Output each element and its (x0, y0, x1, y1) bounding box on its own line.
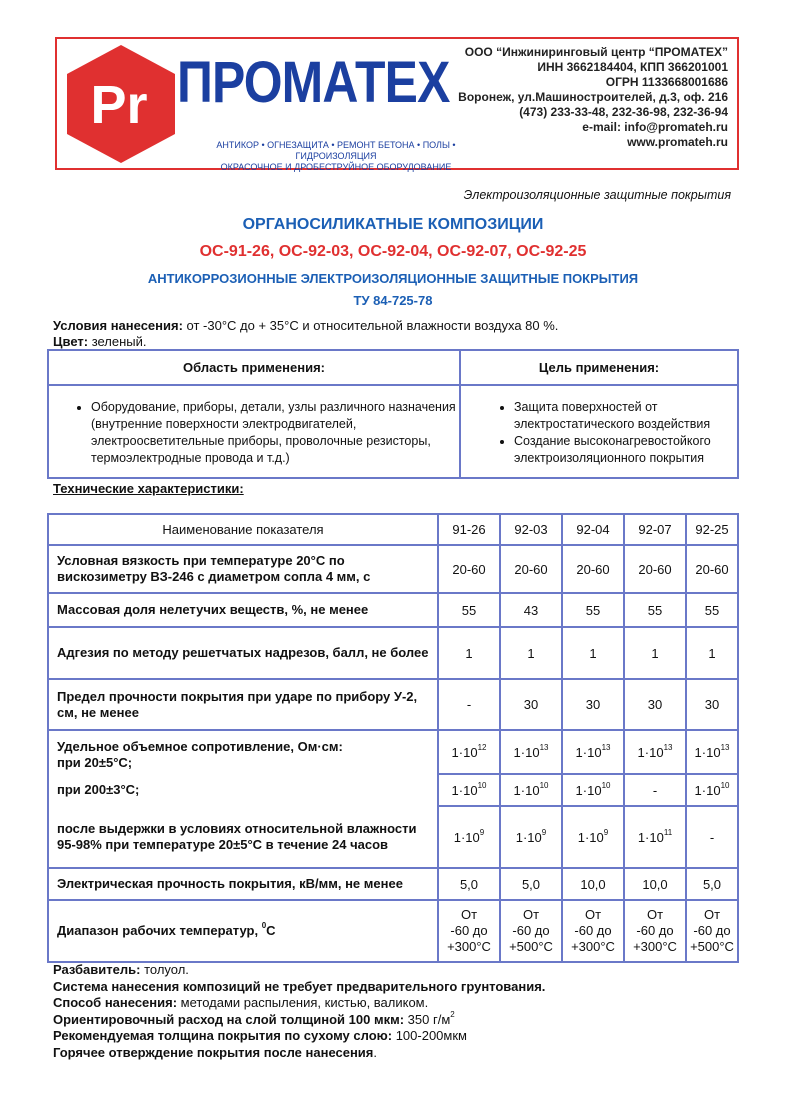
table-cell: 20-60 (500, 545, 562, 593)
table-cell: 43 (500, 593, 562, 627)
table-cell: 30 (562, 679, 624, 730)
table-cell: - (686, 806, 738, 868)
table-row (48, 593, 738, 627)
table-cell: От -60 до +300°С (562, 900, 624, 962)
tagline: АНТИКОР • ОГНЕЗАЩИТА • РЕМОНТ БЕТОНА • ПОЛЫ • ГИДРОИЗОЛЯЦИЯ ОКРАСОЧНОЕ И ДРОБЕСТРУЙНОЕ ОБОРУДОВАНИЕ (216, 140, 456, 172)
table-cell: 20-60 (562, 545, 624, 593)
row-label: после выдержки в условиях относительной влажности 95-98% при температуре 20±5°С в течение 24 часов (48, 806, 438, 868)
footer-notes: Разбавитель: толуол. Система нанесения композиций не требует предварительного грунтования. Способ нанесения: методами распыления, кистью, валиком. Ориентировочный расход на слой толщиной 100 мкм: 350 $г/м^2$ Рекомендуемая толщина покрытия по сухому слою: 100-200мкм Горячее отверждение покрытия после нанесения. (53, 962, 546, 1060)
table-cell: 55 (438, 593, 500, 627)
table-cell: 1 (624, 627, 686, 679)
table-cell: 5,0 (500, 868, 562, 900)
logo-letters: Pr (90, 75, 148, 135)
table-cell: $1\cdot 10^{10}$ (686, 774, 738, 806)
table-cell: 20-60 (438, 545, 500, 593)
table-cell: $1\cdot 10^9$ (562, 806, 624, 868)
list-item: • Защита поверхностей от электростатического воздействия (514, 399, 727, 433)
table-cell: 1 (562, 627, 624, 679)
header-box (55, 37, 739, 170)
table-row (48, 900, 738, 962)
table-cell: 10,0 (562, 868, 624, 900)
table-cell: 30 (500, 679, 562, 730)
application-table (47, 349, 739, 479)
table-cell: $1\cdot 10^{10}$ (438, 774, 500, 806)
logo-hexagon-icon (61, 43, 181, 165)
table-cell: - (438, 679, 500, 730)
table-cell: $1\cdot 10^{13}$ (624, 730, 686, 774)
table-row (48, 806, 738, 868)
column-header: 91-26 (438, 514, 500, 545)
tech-section-label: Технические характеристики: (53, 481, 244, 496)
table-cell: 55 (686, 593, 738, 627)
table-row (48, 545, 738, 593)
table-cell: 1 (500, 627, 562, 679)
table-cell: От -60 до +300°С (624, 900, 686, 962)
table-cell: $1\cdot 10^9$ (500, 806, 562, 868)
table-cell: $1\cdot 10^{10}$ (500, 774, 562, 806)
row-label: Диапазон рабочих температур, $^0$С (48, 900, 438, 962)
table-cell: $1\cdot 10^9$ (438, 806, 500, 868)
table-row (48, 627, 738, 679)
table-cell: $1\cdot 10^{11}$ (624, 806, 686, 868)
tech-table (47, 513, 739, 963)
table-cell: 10,0 (624, 868, 686, 900)
email-link[interactable]: e-mail: info@promateh.ru (582, 120, 728, 134)
table-row (48, 774, 738, 806)
table-cell: $1\cdot 10^{13}$ (500, 730, 562, 774)
table-cell: От -60 до +500°С (500, 900, 562, 962)
column-header: 92-03 (500, 514, 562, 545)
page-title: ОРГАНОСИЛИКАТНЫЕ КОМПОЗИЦИИ (242, 216, 544, 233)
application-purpose-cell (460, 385, 738, 478)
table-cell: 30 (624, 679, 686, 730)
table-row (48, 868, 738, 900)
table-row (48, 730, 738, 774)
application-purpose-header: Цель применения: (460, 350, 738, 385)
table-cell: $1\cdot 10^{10}$ (562, 774, 624, 806)
brand-name: ПРОМАТЕХ (177, 50, 450, 115)
standard-code: ТУ 84-725-78 (353, 293, 433, 308)
table-cell: 30 (686, 679, 738, 730)
table-cell: 5,0 (686, 868, 738, 900)
column-header: Наименование показателя (48, 514, 438, 545)
row-label: Предел прочности покрытия при ударе по прибору У-2, см, не менее (48, 679, 438, 730)
table-cell: 20-60 (624, 545, 686, 593)
row-label: Удельное объемное сопротивление, Ом·см: при 20±5°С; (48, 730, 438, 774)
table-cell: От -60 до +500°С (686, 900, 738, 962)
row-label: Условная вязкость при температуре 20°С по вискозиметру ВЗ-246 с диаметром сопла 4 мм, с (48, 545, 438, 593)
application-area-cell (48, 385, 460, 478)
table-cell: 55 (624, 593, 686, 627)
column-header: 92-04 (562, 514, 624, 545)
company-info: ООО “Инжиниринговый центр “ПРОМАТЕХ” ИНН 3662184404, КПП 366201001 ОГРН 1133668001686 Воронеж, ул.Машиностроителей, д.3, оф. 216 (473) 233-33-48, 232-36-98, 232-36-94 e-mail: info@promateh.ru www.promateh.ru (448, 45, 728, 150)
table-cell: От -60 до +300°С (438, 900, 500, 962)
document-type: Электроизоляционные защитные покрытия (463, 188, 731, 202)
table-row (48, 514, 738, 545)
table-cell: 1 (686, 627, 738, 679)
table-cell: 1 (438, 627, 500, 679)
application-area-header: Область применения: (48, 350, 460, 385)
list-item: • Создание высоконагревостойкого электроизоляционного покрытия (514, 433, 727, 467)
row-label: Электрическая прочность покрытия, кВ/мм, не менее (48, 868, 438, 900)
website-link[interactable]: www.promateh.ru (627, 135, 728, 149)
row-label: Адгезия по методу решетчатых надрезов, балл, не более (48, 627, 438, 679)
table-cell: $1\cdot 10^{12}$ (438, 730, 500, 774)
row-label: при 200±3°С; (48, 774, 438, 806)
product-codes: ОС-91-26, ОС-92-03, ОС-92-04, ОС-92-07, ОС-92-25 (199, 243, 587, 260)
column-header: 92-07 (624, 514, 686, 545)
list-item: • Оборудование, приборы, детали, узлы различного назначения (внутренние поверхности электродвигателей, электроосветительные приборы, проволочные резисторы, термоэлектродные провода и т.д.) (91, 399, 459, 467)
row-label: Массовая доля нелетучих веществ, %, не менее (48, 593, 438, 627)
table-cell: $1\cdot 10^{13}$ (686, 730, 738, 774)
table-cell: - (624, 774, 686, 806)
table-cell: $1\cdot 10^{13}$ (562, 730, 624, 774)
table-cell: 20-60 (686, 545, 738, 593)
table-row (48, 679, 738, 730)
table-cell: 55 (562, 593, 624, 627)
application-conditions: Условия нанесения: от -30°С до + 35°С и относительной влажности воздуха 80 %. Цвет: зеленый. (53, 318, 559, 349)
product-description: АНТИКОРРОЗИОННЫЕ ЭЛЕКТРОИЗОЛЯЦИОННЫЕ ЗАЩИТНЫЕ ПОКРЫТИЯ (147, 271, 639, 286)
column-header: 92-25 (686, 514, 738, 545)
table-cell: 5,0 (438, 868, 500, 900)
